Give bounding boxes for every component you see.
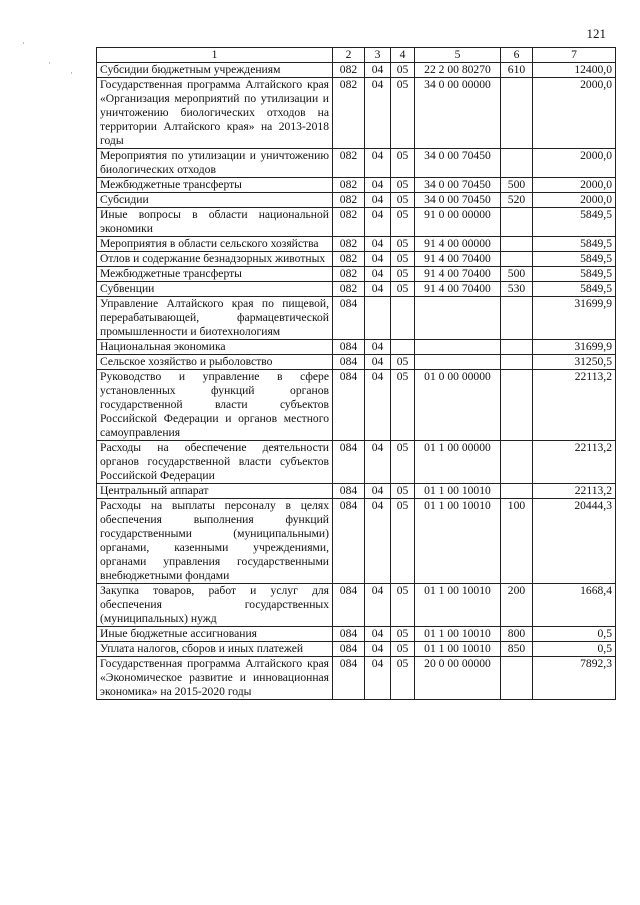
amount: 20444,3 [533,499,616,584]
amount: 2000,0 [533,149,616,178]
ved-code: 084 [333,370,365,441]
expense-type-code [501,340,533,355]
ved-code: 084 [333,340,365,355]
subsection-code: 05 [391,178,415,193]
amount: 2000,0 [533,193,616,208]
table-row [97,149,616,178]
subsection-code: 05 [391,208,415,237]
scan-speck: · [48,58,51,68]
row-name: Руководство и управление в сфере установленных функций органов государственной власти субъектов Российской Федерации и органов местного самоуправления [97,370,333,441]
expense-type-code [501,149,533,178]
table-row [97,340,616,355]
target-article-code: 34 0 00 70450 [415,193,501,208]
ved-code: 084 [333,642,365,657]
target-article-code: 20 0 00 00000 [415,657,501,700]
table-row [97,252,616,267]
target-article-code: 01 1 00 10010 [415,499,501,584]
target-article-code: 01 1 00 10010 [415,484,501,499]
ved-code: 084 [333,484,365,499]
ved-code: 082 [333,252,365,267]
subsection-code: 05 [391,370,415,441]
section-code: 04 [365,499,391,584]
amount: 5849,5 [533,267,616,282]
ved-code: 082 [333,282,365,297]
table-row [97,237,616,252]
row-name: Национальная экономика [97,340,333,355]
expense-type-code: 530 [501,282,533,297]
subsection-code: 05 [391,584,415,627]
row-name: Расходы на выплаты персоналу в целях обеспечения выполнения функций государственными (муниципальными) органами, казенными учреждениями, органами управления государственными внебюджетными фондами [97,499,333,584]
row-name: Расходы на обеспечение деятельности органов государственной власти субъектов Российской Федерации [97,441,333,484]
row-name: Субвенции [97,282,333,297]
amount: 2000,0 [533,78,616,149]
amount: 5849,5 [533,208,616,237]
section-code: 04 [365,657,391,700]
subsection-code: 05 [391,627,415,642]
target-article-code: 34 0 00 00000 [415,78,501,149]
column-header: 1 [97,48,333,63]
target-article-code: 91 0 00 00000 [415,208,501,237]
page-number: 121 [586,26,606,41]
subsection-code: 05 [391,499,415,584]
column-header: 7 [533,48,616,63]
expense-type-code: 100 [501,499,533,584]
table-row [97,584,616,627]
amount: 31699,9 [533,340,616,355]
section-code: 04 [365,340,391,355]
amount: 12400,0 [533,63,616,78]
table-row [97,627,616,642]
column-header: 2 [333,48,365,63]
subsection-code: 05 [391,267,415,282]
section-code: 04 [365,208,391,237]
table-row [97,193,616,208]
subsection-code: 05 [391,355,415,370]
column-header: 6 [501,48,533,63]
subsection-code: 05 [391,441,415,484]
section-code: 04 [365,193,391,208]
section-code: 04 [365,149,391,178]
ved-code: 084 [333,657,365,700]
ved-code: 082 [333,149,365,178]
amount: 7892,3 [533,657,616,700]
amount: 5849,5 [533,237,616,252]
subsection-code: 05 [391,282,415,297]
target-article-code: 22 2 00 80270 [415,63,501,78]
expense-type-code: 500 [501,178,533,193]
amount: 0,5 [533,627,616,642]
amount: 22113,2 [533,370,616,441]
section-code: 04 [365,78,391,149]
section-code: 04 [365,267,391,282]
row-name: Управление Алтайского края по пищевой, перерабатывающей, фармацевтической промышленности и биотехнологиям [97,297,333,340]
expense-type-code [501,78,533,149]
table-row [97,370,616,441]
amount: 31699,9 [533,297,616,340]
subsection-code [391,340,415,355]
subsection-code: 05 [391,149,415,178]
amount: 0,5 [533,642,616,657]
amount: 1668,4 [533,584,616,627]
table-row [97,657,616,700]
ved-code: 082 [333,237,365,252]
expense-type-code [501,370,533,441]
target-article-code: 91 4 00 70400 [415,267,501,282]
section-code: 04 [365,252,391,267]
table-row [97,441,616,484]
table-row [97,355,616,370]
amount: 22113,2 [533,484,616,499]
ved-code: 084 [333,441,365,484]
target-article-code: 01 1 00 10010 [415,584,501,627]
target-article-code: 34 0 00 70450 [415,149,501,178]
amount: 22113,2 [533,441,616,484]
target-article-code: 01 1 00 10010 [415,627,501,642]
column-header: 5 [415,48,501,63]
row-name: Государственная программа Алтайского края «Экономическое развитие и инновационная экономика» на 2015-2020 годы [97,657,333,700]
ved-code: 082 [333,208,365,237]
row-name: Иные вопросы в области национальной экономики [97,208,333,237]
expense-type-code [501,252,533,267]
row-name: Межбюджетные трансферты [97,267,333,282]
ved-code: 082 [333,63,365,78]
subsection-code: 05 [391,237,415,252]
target-article-code: 91 4 00 00000 [415,237,501,252]
subsection-code: 05 [391,193,415,208]
row-name: Субсидии бюджетным учреждениям [97,63,333,78]
row-name: Мероприятия по утилизации и уничтожению биологических отходов [97,149,333,178]
amount: 5849,5 [533,282,616,297]
table-row [97,499,616,584]
ved-code: 084 [333,499,365,584]
section-code: 04 [365,178,391,193]
table-row [97,282,616,297]
ved-code: 084 [333,297,365,340]
row-name: Уплата налогов, сборов и иных платежей [97,642,333,657]
expense-type-code [501,208,533,237]
ved-code: 082 [333,193,365,208]
target-article-code: 91 4 00 70400 [415,282,501,297]
section-code: 04 [365,282,391,297]
budget-table [96,47,616,700]
table-row [97,267,616,282]
table-body [97,63,616,700]
column-header: 4 [391,48,415,63]
expense-type-code [501,657,533,700]
table-header-row [97,48,616,63]
subsection-code: 05 [391,78,415,149]
section-code: 04 [365,441,391,484]
amount: 2000,0 [533,178,616,193]
row-name: Отлов и содержание безнадзорных животных [97,252,333,267]
expense-type-code: 520 [501,193,533,208]
subsection-code: 05 [391,642,415,657]
section-code: 04 [365,484,391,499]
ved-code: 082 [333,78,365,149]
target-article-code [415,355,501,370]
amount: 31250,5 [533,355,616,370]
row-name: Мероприятия в области сельского хозяйства [97,237,333,252]
table-row [97,63,616,78]
target-article-code [415,297,501,340]
ved-code: 084 [333,584,365,627]
expense-type-code: 800 [501,627,533,642]
target-article-code: 01 0 00 00000 [415,370,501,441]
column-header: 3 [365,48,391,63]
section-code: 04 [365,237,391,252]
target-article-code: 01 1 00 00000 [415,441,501,484]
section-code: 04 [365,584,391,627]
expense-type-code [501,297,533,340]
ved-code: 082 [333,178,365,193]
table-row [97,178,616,193]
expense-type-code [501,441,533,484]
scan-speck: · [22,38,25,48]
expense-type-code [501,237,533,252]
row-name: Сельское хозяйство и рыболовство [97,355,333,370]
target-article-code: 34 0 00 70450 [415,178,501,193]
expense-type-code: 200 [501,584,533,627]
expense-type-code [501,484,533,499]
expense-type-code [501,355,533,370]
subsection-code: 05 [391,252,415,267]
target-article-code [415,340,501,355]
ved-code: 084 [333,627,365,642]
section-code: 04 [365,355,391,370]
section-code: 04 [365,627,391,642]
amount: 5849,5 [533,252,616,267]
row-name: Иные бюджетные ассигнования [97,627,333,642]
section-code [365,297,391,340]
section-code: 04 [365,642,391,657]
subsection-code: 05 [391,63,415,78]
target-article-code: 01 1 00 10010 [415,642,501,657]
ved-code: 084 [333,355,365,370]
table-row [97,78,616,149]
row-name: Центральный аппарат [97,484,333,499]
expense-type-code: 850 [501,642,533,657]
expense-type-code: 610 [501,63,533,78]
table-row [97,208,616,237]
subsection-code [391,297,415,340]
row-name: Межбюджетные трансферты [97,178,333,193]
row-name: Субсидии [97,193,333,208]
expense-type-code: 500 [501,267,533,282]
subsection-code: 05 [391,484,415,499]
ved-code: 082 [333,267,365,282]
scan-speck: · [70,68,73,78]
subsection-code: 05 [391,657,415,700]
section-code: 04 [365,370,391,441]
section-code: 04 [365,63,391,78]
row-name: Государственная программа Алтайского края «Организация мероприятий по утилизации и уничтожению биологических отходов на территории Алтайского края» на 2013-2018 годы [97,78,333,149]
target-article-code: 91 4 00 70400 [415,252,501,267]
table-row [97,642,616,657]
table-row [97,484,616,499]
table-row [97,297,616,340]
row-name: Закупка товаров, работ и услуг для обеспечения государственных (муниципальных) нужд [97,584,333,627]
